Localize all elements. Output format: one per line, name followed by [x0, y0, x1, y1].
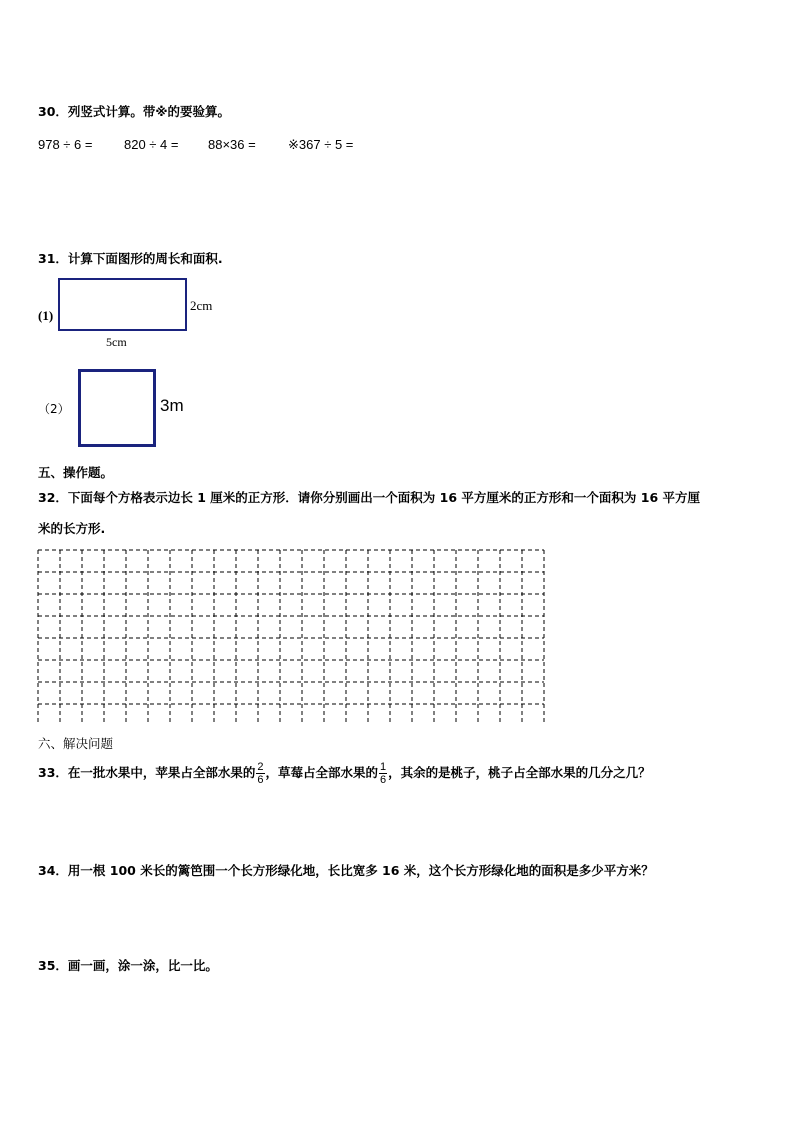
question-33-part-2: ，草莓占全部水果的 — [265, 765, 379, 780]
question-32-title-line-2: 米的长方形. — [38, 521, 106, 536]
question-31-title: 31．计算下面图形的周长和面积. — [38, 251, 223, 266]
fraction-strawberries — [379, 761, 387, 786]
question-30-title: 30．列竖式计算。带※的要验算。 — [38, 104, 231, 119]
figure-2-label: （2） — [38, 402, 70, 416]
rectangle-width-label: 5cm — [106, 335, 127, 349]
calc-item-1: 978 ÷ 6 = — [38, 137, 93, 152]
question-30-calculations — [38, 137, 398, 155]
fraction-strawberries-denominator: 6 — [380, 774, 387, 786]
section-5-heading: 五、操作题。 — [38, 465, 114, 480]
figure-1-label: (1) — [38, 308, 54, 323]
square-figure — [78, 369, 156, 447]
calc-item-3: 88×36 = — [208, 137, 256, 152]
question-34-title: 34．用一根 100 米长的篱笆围一个长方形绿化地，长比宽多 16 米，这个长方形绿化地的面积是多少平方米？ — [38, 863, 654, 878]
fraction-apples-denominator: 6 — [257, 774, 264, 786]
square-side-label: 3m — [160, 396, 184, 415]
question-35-title: 35．画一画，涂一涂，比一比。 — [38, 958, 218, 973]
question-32-title-line-1: 32．下面每个方格表示边长 1 厘米的正方形．请你分别画出一个面积为 16 平方厘米的正方形和一个面积为 16 平方厘 — [38, 490, 700, 505]
calc-item-4: ※367 ÷ 5 = — [288, 137, 354, 152]
section-6-heading: 六、解决问题 — [38, 736, 114, 751]
question-33-part-3: ，其余的是桃子，桃子占全部水果的几分之几？ — [388, 765, 651, 780]
question-33-text — [38, 755, 651, 791]
rectangle-figure — [58, 278, 187, 331]
calc-item-2: 820 ÷ 4 = — [124, 137, 179, 152]
fraction-apples — [256, 761, 264, 786]
fraction-strawberries-numerator: 1 — [380, 761, 387, 773]
question-33-part-1: 33．在一批水果中，苹果占全部水果的 — [38, 765, 256, 780]
rectangle-height-label: 2cm — [190, 298, 213, 313]
fraction-apples-numerator: 2 — [257, 761, 264, 773]
dashed-square-grid — [37, 549, 559, 725]
